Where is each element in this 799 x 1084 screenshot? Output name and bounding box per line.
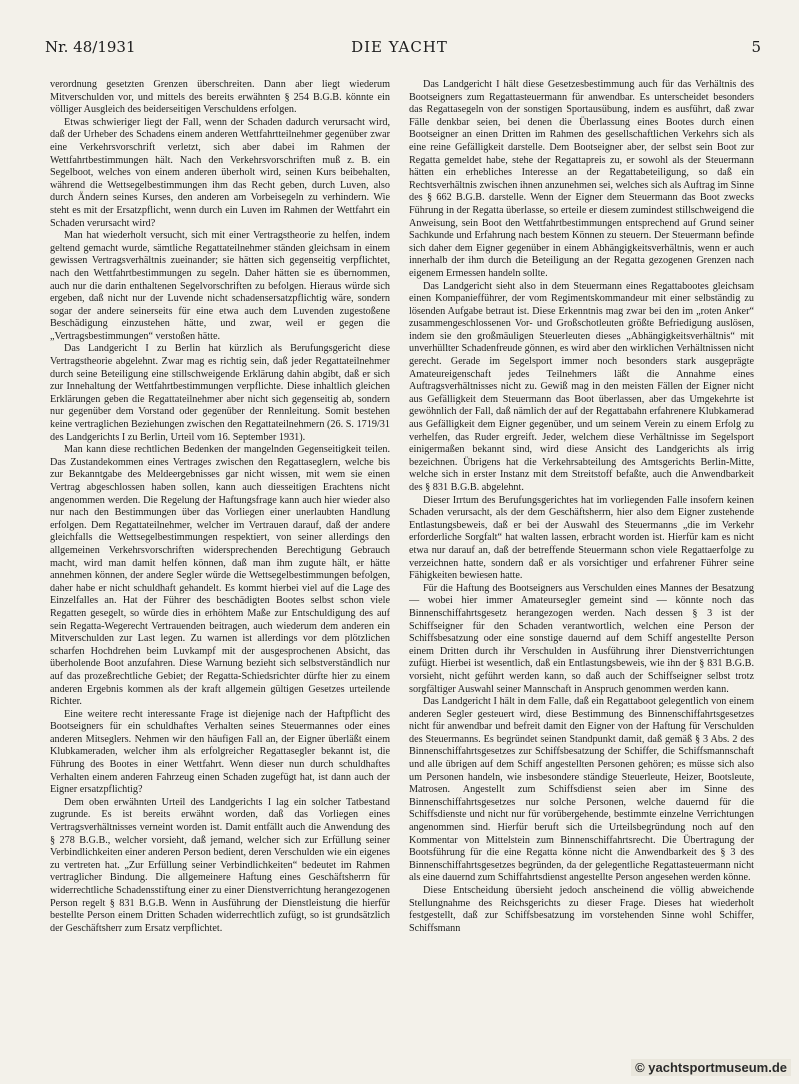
paragraph: Für die Haftung des Bootseigners aus Verschulden eines Mannes der Besatzung — wobei hier immer Amateursegler gemeint sind — könnte noch das Binnenschiffahrtsgesetz herangezogen werden. Nach dessen § 3 ist der Schiffseigner für den Schaden verantwortlich, welchen eine Person der Schiffsbesatzung oder eine sonstige dauernd auf dem Schiff angestellte Person einem Dritten durch ihr Verschulden in Ausführung ihrer Dienstverrichtungen zufügt. Hierbei ist wesentlich, daß ein Entlastungsbeweis, wie ihn der § 831 B.G.B. vorsieht, nicht geführt werden kann, so daß auch der Schiffseigner selbst trotz sorgfältiger Auswahl seiner Mannschaft in Anspruch genommen werden kann.	[409, 582, 754, 695]
page-number: 5	[751, 38, 761, 56]
paragraph: Das Landgericht I zu Berlin hat kürzlich als Berufungsgericht diese Vertragstheorie abgelehnt. Zwar mag es richtig sein, daß jeder Regattateilnehmer durch seine Beteiligung eine stillschweigende Erklärung dahin abgibt, daß er sich zur Innehaltung der Wettfahrtbestimmungen verpflichte. Diese inhaltlich gleichen Erklärungen geben die Regattateilnehmer aber nicht sich gegenseitig ab, sondern nur gegenüber dem Vorstand oder gegenüber der Rennleitung. Somit bestehen keine vertraglichen Beziehungen zwischen den Regattateilnehmern (26. S. 1719/31 des Landgerichts I zu Berlin, Urteil vom 16. September 1931).	[50, 343, 390, 443]
paragraph: Dieser Irrtum des Berufungsgerichtes hat im vorliegenden Falle insofern keinen Schaden verursacht, als der dem Geschäftsherrn, hier also dem Eigner zustehende Entlastungsbeweis, daß er bei der Auswahl des Steuermanns „die im Verkehr erforderliche Sorgfalt“ hat walten lassen, erbracht worden ist. Hierfür kam es nicht etwa nur darauf an, daß der betreffende Steuermann schon viele Regattaerfolge zu verzeichnen hatte, sondern daß er als vorsichtiger und erfahrener Führer seine Fähigkeiten bewiesen hatte.	[409, 494, 754, 582]
page-header	[0, 38, 799, 62]
paragraph: Das Landgericht I hält diese Gesetzesbestimmung auch für das Verhältnis des Bootseigners zum Regattasteuermann für anwendbar. Es unterscheidet besonders das Regattasegeln von der sonstigen Sportausübung, indem es ausführt, daß zwar Fälle denkbar seien, bei denen die Überlassung eines Bootes durch einen Bootseigner an einen Dritten im Rahmen des gesellschaftlichen Verkehrs sich als eine reine Gefälligkeit darstelle. Dem Bootseigner aber, der selbst sein Boot zur Regatta gemeldet habe, stehe der Regattapreis zu, er sowohl als der Steuermann hätten ein erhebliches Interesse an der Regattabeteiligung, so daß ein Rechtsverhältnis zwischen ihnen anzunehmen sei, welches sich als Auftrag im Sinne des § 662 B.G.B. darstelle. Wenn der Eigner dem Steuermann das Boot zwecks Führung in der Regatta überlasse, so erteile er diesem zumindest stillschweigend die Anweisung, sein Boot den Wettfahrtbestimmungen entsprechend auf Grund seiner Sachkunde und Erfahrung nach bestem Können zu steuern. Der Steuermann befinde sich daher dem Eigner gegenüber in einem Abhängigkeitsverhältnis, wenn er auch innerhalb der ihm durch die Beteiligung an der Regatta gezogenen Grenzen nach eigenem Ermessen handeln sollte.	[409, 79, 754, 279]
paragraph: Dem oben erwähnten Urteil des Landgerichts I lag ein solcher Tatbestand zugrunde. Es ist bereits erwähnt worden, daß das Vorliegen eines Vertragsverhältnisses verneint worden ist. Damit entfällt auch die Anwendung des § 278 B.G.B., welcher vorsieht, daß jemand, welcher sich zur Erfüllung seiner Verbindlichkeiten einer anderen Person bedient, deren Verschulden wie ein eigenes zu vertreten hat. „Zur Erfüllung seiner Verbindlichkeiten“ bedeutet im Rahmen vertraglicher Bindung. Die allgemeinere Haftung eines Geschäftsherrn für widerrechtliche Schadensstiftung einer zu einer Dienstverrichtung herangezogenen Person regelt § 831 B.G.B. Wenn in Ausführung der Dienstleistung die hierfür bestellte Person einem Dritten Schaden widerrechtlich zufügt, so ist grundsätzlich der Geschäftsherr zum Ersatz verpflichtet.	[50, 796, 390, 934]
paragraph: Man hat wiederholt versucht, sich mit einer Vertragstheorie zu helfen, indem geltend gemacht wurde, sämtliche Regattateilnehmer ständen gleichsam in einem gewissen Vertragsverhältnis zueinander; sie hätten sich gegenseitig verpflichtet, nach den Wettfahrtbestimmungen zu segeln. Daher hätten sie es übernommen, auch nur die darin enthaltenen Segelvorschriften zu befolgen. Hieraus würde sich ergeben, daß nicht nur der Luvende nicht schadensersatzpflichtig wäre, sondern sogar der andere seinerseits für eine etwa auch dem Luvenden zugestoßene Beschädigung einzustehen hätte, und zwar, weil er gegen die „Vertragsbestimmungen“ verstoßen hätte.	[50, 230, 390, 342]
paragraph: Eine weitere recht interessante Frage ist diejenige nach der Haftpflicht des Bootseigners für ein schuldhaftes Verhalten seines Steuermannes oder eines anderen Mitseglers. Nehmen wir den häufigen Fall an, der Eigner überläßt einem Klubkameraden, welcher ihm als erfolgreicher Regattasegler bekannt ist, die Führung des Bootes in einer Wettfahrt. Wenn dieser nun durch schuldhaftes Verhalten einem anderen Fahrzeug einen Schaden zugefügt hat, ist dann auch der Eigner ersatzpflichtig?	[50, 708, 390, 796]
issue-number: Nr. 48/1931	[45, 38, 136, 56]
publication-title: DIE YACHT	[351, 38, 448, 56]
paragraph: Das Landgericht I hält in dem Falle, daß ein Regattaboot gelegentlich von einem anderen Segler gesteuert wird, diese Bestimmung des Binnenschiffahrtsgesetzes nicht für anwendbar und befreit damit den Eigner von der Haftung für Verschulden des Steuermanns. Es begründet seinen Standpunkt damit, daß gemäß § 3 Abs. 2 des Binnenschiffahrtsgesetzes zur Schiffsbesatzung der Schiffer, die Schiffsmannschaft und alle übrigen auf dem Schiff angestellten Personen gehören; es müsse sich also um Personen handeln, wie insbesondere ständige Steuerleute, Heizer, Bootsleute, Matrosen. Angestellt zum Schiffsdienst seien aber im Sinne des Binnenschiffahrtsgesetzes nur solche Personen, welche dauernd für die Schiffsdienste und nicht nur für vorübergehende, bestimmte einzelne Verrichtungen angenommen sind. Hierfür beruft sich die Urteilsbegründung noch auf den Kommentar von Mittelstein zum Binnenschiffahrtsrecht. Die Übertragung der Bootsführung für die eine Regatta könne nicht die Anwendbarkeit des § 3 des Binnenschiffahrtsgesetzes begründen, da der gelegentliche Regattasteuermann nicht als eine dauernd zum Schiffahrtsdienst angestellte Person angesehen werden könne.	[409, 696, 754, 884]
paragraph: Man kann diese rechtlichen Bedenken der mangelnden Gegenseitigkeit teilen. Das Zustandekommen eines Vertrages zwischen den Regattaseglern, welche bis zur Bekanntgabe des Meldeergebnisses gar nicht wissen, mit wem sie einen Vertrag abgeschlossen haben sollen, kann auch diesseitigen Erachtens nicht angenommen werden. Die Regelung der Haftungsfrage kann auch hier wieder also nur nach den Bestimmungen über das Vorliegen einer unerlaubten Handlung erfolgen. Dem Regattateilnehmer, welcher im Vertrauen darauf, daß der andere gleichfalls die Wettsegelbestimmungen respektiert, von seiner allerdings den allgemeinen Verkehrsvorschriften widersprechenden Berechtigung Gebrauch macht, wird man damit helfen können, daß man ihm zugute hält, er hätte annehmen können, der andere Segler würde die Wettsegelbestimmungen befolgen, daher habe er nicht schuldhaft gehandelt. Es kommt hierbei viel auf die Lage des Einzelfalles an. Hat der Führer des beschädigten Bootes selbst schon viele Regatten gesegelt, so würde dies in erhöhtem Maße zur Entschuldigung des auf sein Regatta-Wegerecht Vertrauenden beitragen, auch wiederum dem anderen ein Mitverschulden zur Last legen. Zu warnen ist allerdings vor dem plötzlichen scharfen Hochdrehen beim Luvkampf mit der ausgesprochenen Absicht, das überholende Boot anzufahren. Diese Warnung bezieht sich selbstverständlich nur auf das prozeßrechtliche Gebiet; der Regatta-Schiedsrichter dürfte hier zu einem anderen Ergebnis kommen als der kraft allgemein gültigen Gesetzes urteilende Richter.	[50, 444, 390, 708]
paragraph: Etwas schwieriger liegt der Fall, wenn der Schaden dadurch verursacht wird, daß der Urheber des Schadens einem anderen Wettfahrtteilnehmer gegenüber zwar eine Verkehrsvorschrift verletzt, sich aber dabei im Rahmen der Wettfahrtbestimmungen hält. Nach den Verkehrsvorschriften muß z. B. ein Segelboot, welches von einem anderen überholt wird, seinen Kurs beibehalten, während die Wettsegelbestimmungen ihm das Recht geben, durch Luven, also durch Ändern seines Kurses, den anderen am Vorbeisegeln zu verhindern. Wie steht es mit der Ersatzpflicht, wenn durch ein Luven im Rahmen der Wettfahrt ein Schaden verursacht wird?	[50, 116, 390, 229]
right-column	[409, 79, 754, 1054]
watermark: © yachtsportmuseum.de	[631, 1059, 791, 1076]
paragraph: Diese Entscheidung übersieht jedoch anscheinend die völlig abweichende Stellungnahme des Reichsgerichts zu dieser Frage. Dieses hat wiederholt festgestellt, daß zur Schiffsbesatzung im vorstehenden Sinne wohl Schiffer, Schiffsmann	[409, 885, 754, 934]
left-column	[50, 79, 390, 1054]
paragraph: verordnung gesetzten Grenzen überschreiten. Dann aber liegt wiederum Mitverschulden vor, und mittels des bereits erwähnten § 254 B.G.B. könnte ein völliger Ausgleich des beiderseitigen Verschuldens erfolgen.	[50, 79, 390, 116]
paragraph: Das Landgericht sieht also in dem Steuermann eines Regattabootes gleichsam einen Kompaniefführer, der vom Regimentskommandeur mit einer selbständig zu lösenden Aufgabe betraut ist. Diese Erkenntnis mag zwar bei den im „roten Anker“ zusammengeschlossenen Vor- und Großschotleuten größte Befriedigung auslösen, indem sie den großmäuligen Steuerleuten dieses „Abhängigkeitsverhältnis“ mit unverhüllter Schadenfreude gönnen, es wird aber den wirklichen Verhältnissen nicht gerecht. Gerade im Segelsport immer noch besonders stark ausgeprägte Amateureigenschaft jedes Teilnehmers läßt die Annahme eines Auftragsverhältnisses nicht zu. Gewiß mag in den meisten Fällen der Eigner nicht aus Gefälligkeit dem Steuermann das Boot überlassen, aber das Umgekehrte ist gewöhnlich der Fall, daß nämlich der auf der Regattabahn erfahrenere Klubkamerad aus Gefälligkeit dem Eigner gegenüber, und um seinem Verein zu einem Erfolg zu verhelfen, das Ruder ergreift. Jeder, welchem diese Verhältnisse im Segelsport einigermaßen bekannt sind, wird diese Ansicht des Landgerichts als irrig bezeichnen. Übrigens hat die Verkehrsabteilung des Amtsgerichts Berlin-Mitte, welche sich in erster Instanz mit dem Streitstoff befaßte, auch die Anwendbarkeit des § 831 B.G.B. abgelehnt.	[409, 280, 754, 493]
